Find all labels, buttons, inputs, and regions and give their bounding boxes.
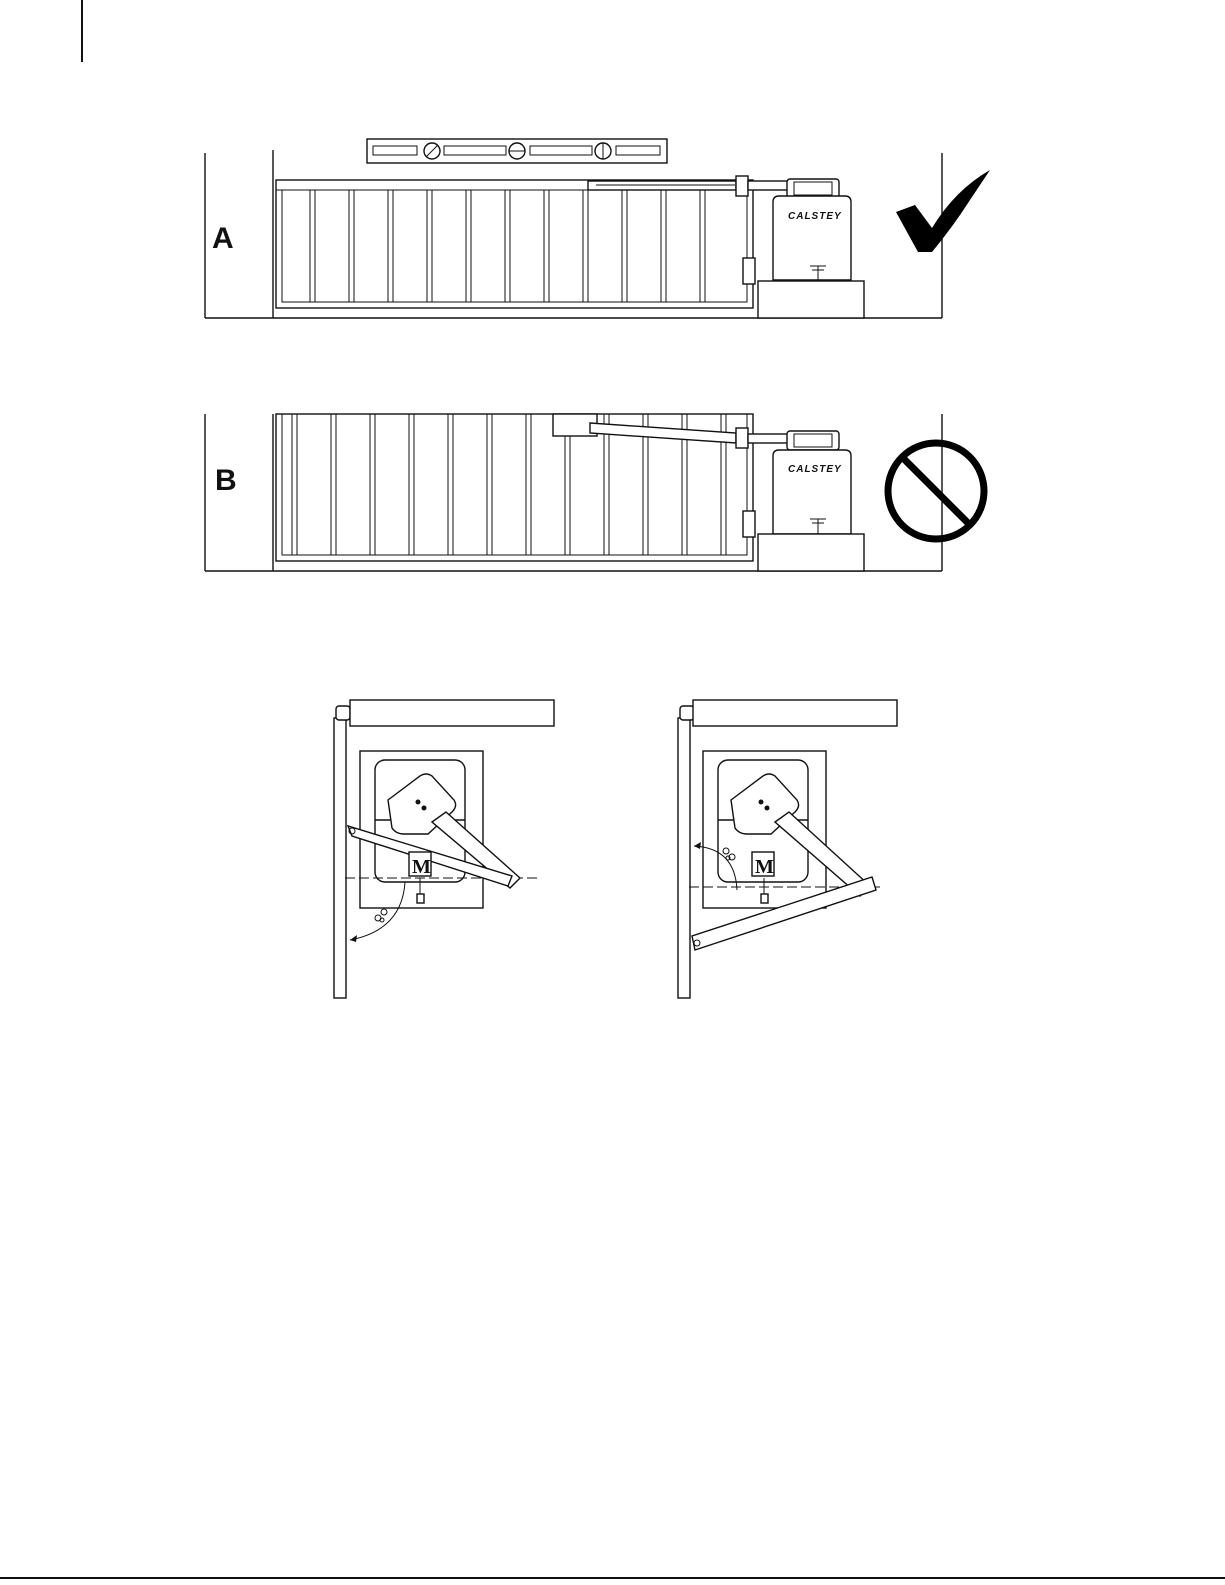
checkmark-icon: [896, 170, 990, 252]
operator-pad: [758, 281, 864, 318]
gate-latch: [743, 511, 755, 537]
gate-operator-b: [758, 431, 864, 571]
gate-leaf-plan: [678, 718, 690, 998]
panel-a-letter: A: [212, 222, 234, 255]
arrow-head: [694, 842, 701, 849]
gate-operator-a: [758, 179, 864, 318]
arm-link: [748, 181, 788, 190]
swing-arc: [694, 846, 737, 890]
panel-b: [205, 414, 984, 571]
pillar-plan: [693, 700, 897, 726]
motor-letter: M: [412, 856, 431, 878]
arrow-head: [350, 935, 357, 942]
operator-arm-level: [588, 176, 788, 196]
prohibited-icon: [888, 443, 984, 539]
gate-leaf-plan: [334, 718, 346, 998]
panel-b-letter: B: [215, 464, 237, 497]
hinge-post: [680, 706, 694, 720]
swing-arc: [350, 882, 405, 940]
spirit-level: [367, 139, 667, 163]
arm-bracket: [736, 176, 748, 196]
pillar-plan: [350, 700, 554, 726]
motor-letter: M: [755, 856, 774, 878]
arm-tube: [590, 423, 736, 443]
plan-view-right: [678, 700, 897, 998]
gearbox-bolt: [765, 806, 770, 811]
gate-bars: [310, 190, 705, 302]
gate-frame: [276, 180, 753, 308]
plan-view-left: [334, 700, 554, 998]
gearbox-bolt: [759, 800, 764, 805]
operator-housing: [773, 450, 851, 534]
motor-foot: [761, 894, 768, 903]
arm-bracket: [736, 428, 748, 448]
gate-latch: [743, 258, 755, 284]
arm-link: [748, 434, 788, 443]
gate-leaf-a: [276, 180, 755, 308]
gate-arm: [692, 877, 876, 950]
operator-housing: [773, 196, 851, 280]
motor-foot: [417, 894, 424, 903]
gearbox-bolt: [422, 806, 427, 811]
operator-pad: [758, 534, 864, 571]
gearbox-bolt: [416, 800, 421, 805]
hinge-post: [336, 706, 350, 720]
panel-a: [205, 139, 990, 318]
operator-brand: CALSTEY: [788, 211, 842, 222]
gate-inner-frame: [282, 190, 747, 302]
operator-brand: CALSTEY: [788, 464, 842, 475]
rotate-icon: [375, 909, 387, 922]
